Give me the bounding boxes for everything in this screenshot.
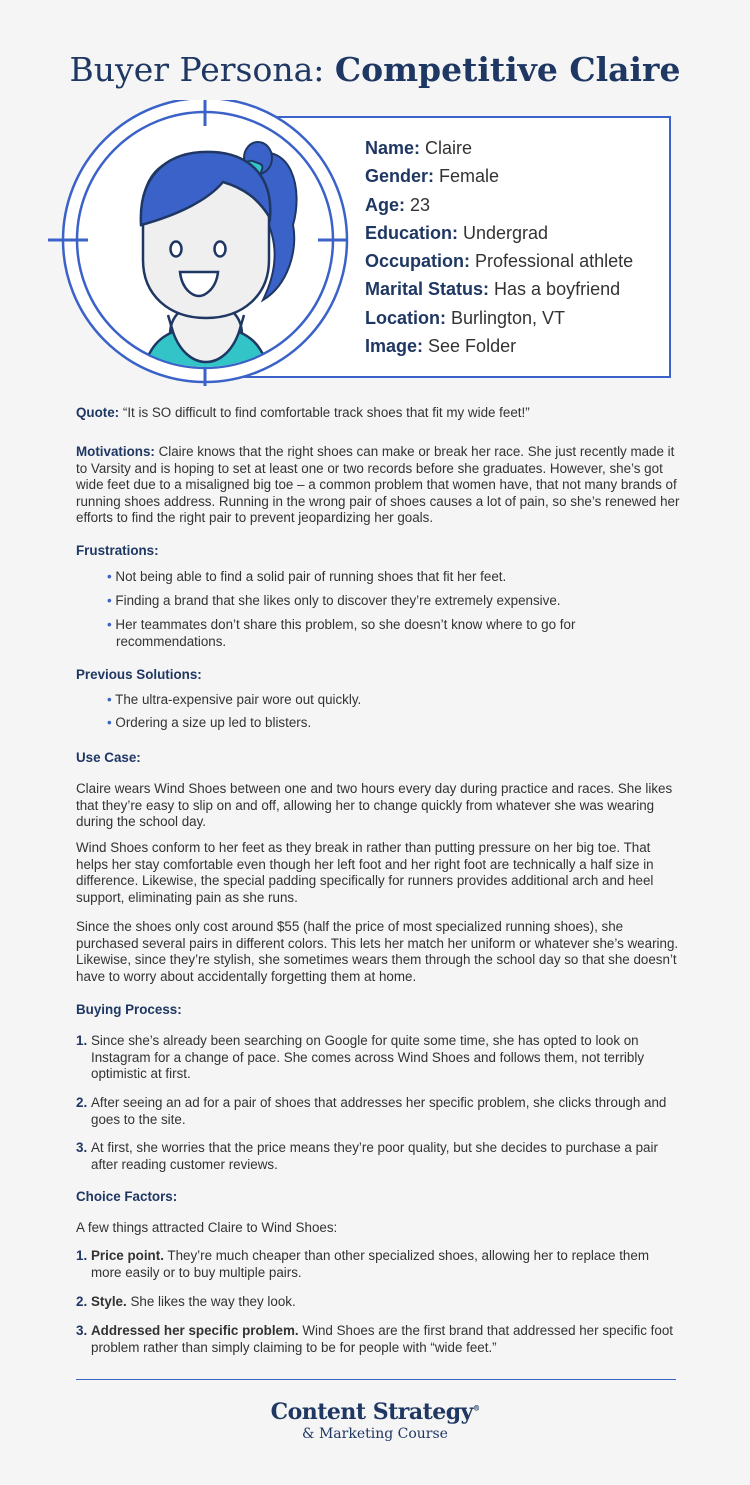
item-number: 3.	[76, 1140, 88, 1155]
use-case-heading: Use Case:	[76, 750, 141, 765]
choice-factors-heading: Choice Factors:	[76, 1189, 178, 1204]
use-case-paragraph: Claire wears Wind Shoes between one and two hours every day during practice and races. She likes that they’re easy to slip on and off, allowing her to change quickly from whatever she was wearing during the school day.	[76, 781, 673, 829]
frustrations-heading: Frustrations:	[76, 543, 159, 558]
list-item: • Her teammates don’t share this problem, so she doesn’t know where to go for recommendations.	[107, 617, 576, 649]
field-age	[365, 191, 633, 219]
use-case-paragraph: Wind Shoes conform to her feet as they break in rather than putting pressure on her big toe. That helps her stay comfortable even though her left foot and her right foot are technically a half size in difference. Likewise, the special padding specifically for runners provides additional arch and heel support, eliminating pain as she runs.	[76, 840, 654, 905]
list-item-text: She likes the way they look.	[126, 1294, 296, 1309]
registered-mark: ®	[472, 1403, 480, 1413]
list-item	[76, 1033, 681, 1083]
list-item: • Ordering a size up led to blisters.	[107, 715, 312, 730]
item-number: 1.	[76, 1033, 88, 1048]
item-number: 1.	[76, 1248, 88, 1263]
list-item-bold: Addressed her specific problem.	[91, 1323, 299, 1338]
avatar-illustration	[48, 100, 368, 390]
title-persona-name: Competitive Claire	[334, 50, 681, 89]
profile-fields	[365, 134, 633, 360]
item-number: 2.	[76, 1095, 88, 1110]
list-item-text: Her teammates don’t share this problem, so she doesn’t know where to go for recommendations.	[115, 617, 576, 649]
choice-factors-intro: A few things attracted Claire to Wind Shoes:	[76, 1220, 338, 1235]
field-value: Burlington, VT	[446, 307, 566, 328]
field-occupation	[365, 247, 633, 275]
field-label: Name:	[365, 138, 421, 158]
list-item	[76, 1248, 681, 1281]
list-item-text: The ultra-expensive pair wore out quickly.	[115, 692, 362, 707]
field-gender	[365, 162, 633, 190]
buying-process-heading: Buying Process:	[76, 1002, 182, 1017]
list-item-bold: Style.	[91, 1294, 127, 1309]
field-value: Has a boyfriend	[489, 279, 621, 300]
list-item-bold: Price point.	[91, 1248, 164, 1263]
footer-divider	[76, 1379, 676, 1380]
field-label: Occupation:	[365, 251, 471, 272]
quote	[76, 405, 686, 422]
list-item-text: After seeing an ad for a pair of shoes that addresses her specific problem, she clicks through and goes to the site.	[91, 1095, 667, 1127]
field-value: Female	[434, 166, 500, 187]
field-value: Undergrad	[458, 222, 549, 243]
list-item: • The ultra-expensive pair wore out quickly.	[107, 692, 362, 707]
field-label: Location:	[365, 307, 446, 328]
field-label: Image:	[365, 336, 424, 357]
field-image	[365, 332, 633, 360]
field-label: Age:	[365, 194, 405, 215]
list-item-text: Ordering a size up led to blisters.	[115, 715, 312, 730]
motivations-label: Motivations:	[76, 444, 155, 459]
use-case-paragraph: Since the shoes only cost around $55 (half the price of most specialized running shoes), she purchased several pairs in different colors. This lets her match her uniform or whatever she’s wearing. Likewise, since they’re stylish, she sometimes wears them through the school day so that she doesn’t have to worry about accidentally forgetting them at home.	[76, 919, 679, 984]
field-label: Gender:	[365, 166, 435, 187]
list-item	[76, 1294, 681, 1311]
item-number: 3.	[76, 1323, 88, 1338]
field-marital-status	[365, 275, 633, 303]
list-item	[76, 1140, 681, 1173]
field-value: See Folder	[423, 336, 517, 357]
quote-label: Quote:	[76, 405, 120, 420]
previous-solutions-heading: Previous Solutions:	[76, 667, 202, 682]
field-label: Education:	[365, 222, 458, 243]
page-title	[0, 50, 750, 89]
motivations	[76, 444, 686, 527]
logo-main-text: Content Strategy	[270, 1399, 473, 1425]
field-value: Claire	[420, 138, 473, 158]
field-value: Professional athlete	[470, 251, 634, 272]
list-item-text: Wind Shoes are the first brand that addressed her specific foot problem rather than simply claiming to be for people with “wide feet.”	[91, 1323, 674, 1355]
list-item-text: Finding a brand that she likes only to discover they’re extremely expensive.	[115, 593, 561, 608]
list-item	[76, 1095, 681, 1128]
footer-logo	[0, 1399, 750, 1425]
motivations-text: Claire knows that the right shoes can make or break her race. She just recently made it to Varsity and is hoping to set at least one or two records before she graduates. However, she’s got wide feet due to a misaligned big toe – a common problem that women have, that not many brands of running shoes address. Running in the wrong pair of shoes causes a lot of pain, so she’s renewed her efforts to find the right pair to prevent jeopardizing her goals.	[76, 444, 680, 525]
list-item-text: At first, she worries that the price means they’re poor quality, but she decides to purchase a pair after reading customer reviews.	[91, 1140, 658, 1172]
field-label: Marital Status:	[365, 279, 490, 300]
footer-logo-subtitle: & Marketing Course	[302, 1426, 448, 1442]
field-location	[365, 304, 633, 332]
item-number: 2.	[76, 1294, 88, 1309]
field-name	[365, 134, 633, 162]
list-item-text: Since she’s already been searching on Google for quite some time, she has opted to look on Instagram for a change of pace. She comes across Wind Shoes and follows them, not terribly optimistic at first.	[91, 1033, 645, 1081]
list-item-text: They’re much cheaper than other specialized shoes, allowing her to replace them more easily or to buy multiple pairs.	[91, 1248, 649, 1280]
list-item: • Finding a brand that she likes only to discover they’re extremely expensive.	[107, 593, 561, 608]
list-item-text: Not being able to find a solid pair of running shoes that fit her feet.	[115, 569, 507, 584]
list-item	[76, 1323, 681, 1356]
list-item: • Not being able to find a solid pair of running shoes that fit her feet.	[107, 569, 507, 584]
field-value: 23	[405, 194, 431, 215]
field-education	[365, 219, 633, 247]
quote-text: “It is SO difficult to find comfortable track shoes that fit my wide feet!”	[119, 405, 530, 420]
title-prefix: Buyer Persona:	[69, 50, 335, 89]
